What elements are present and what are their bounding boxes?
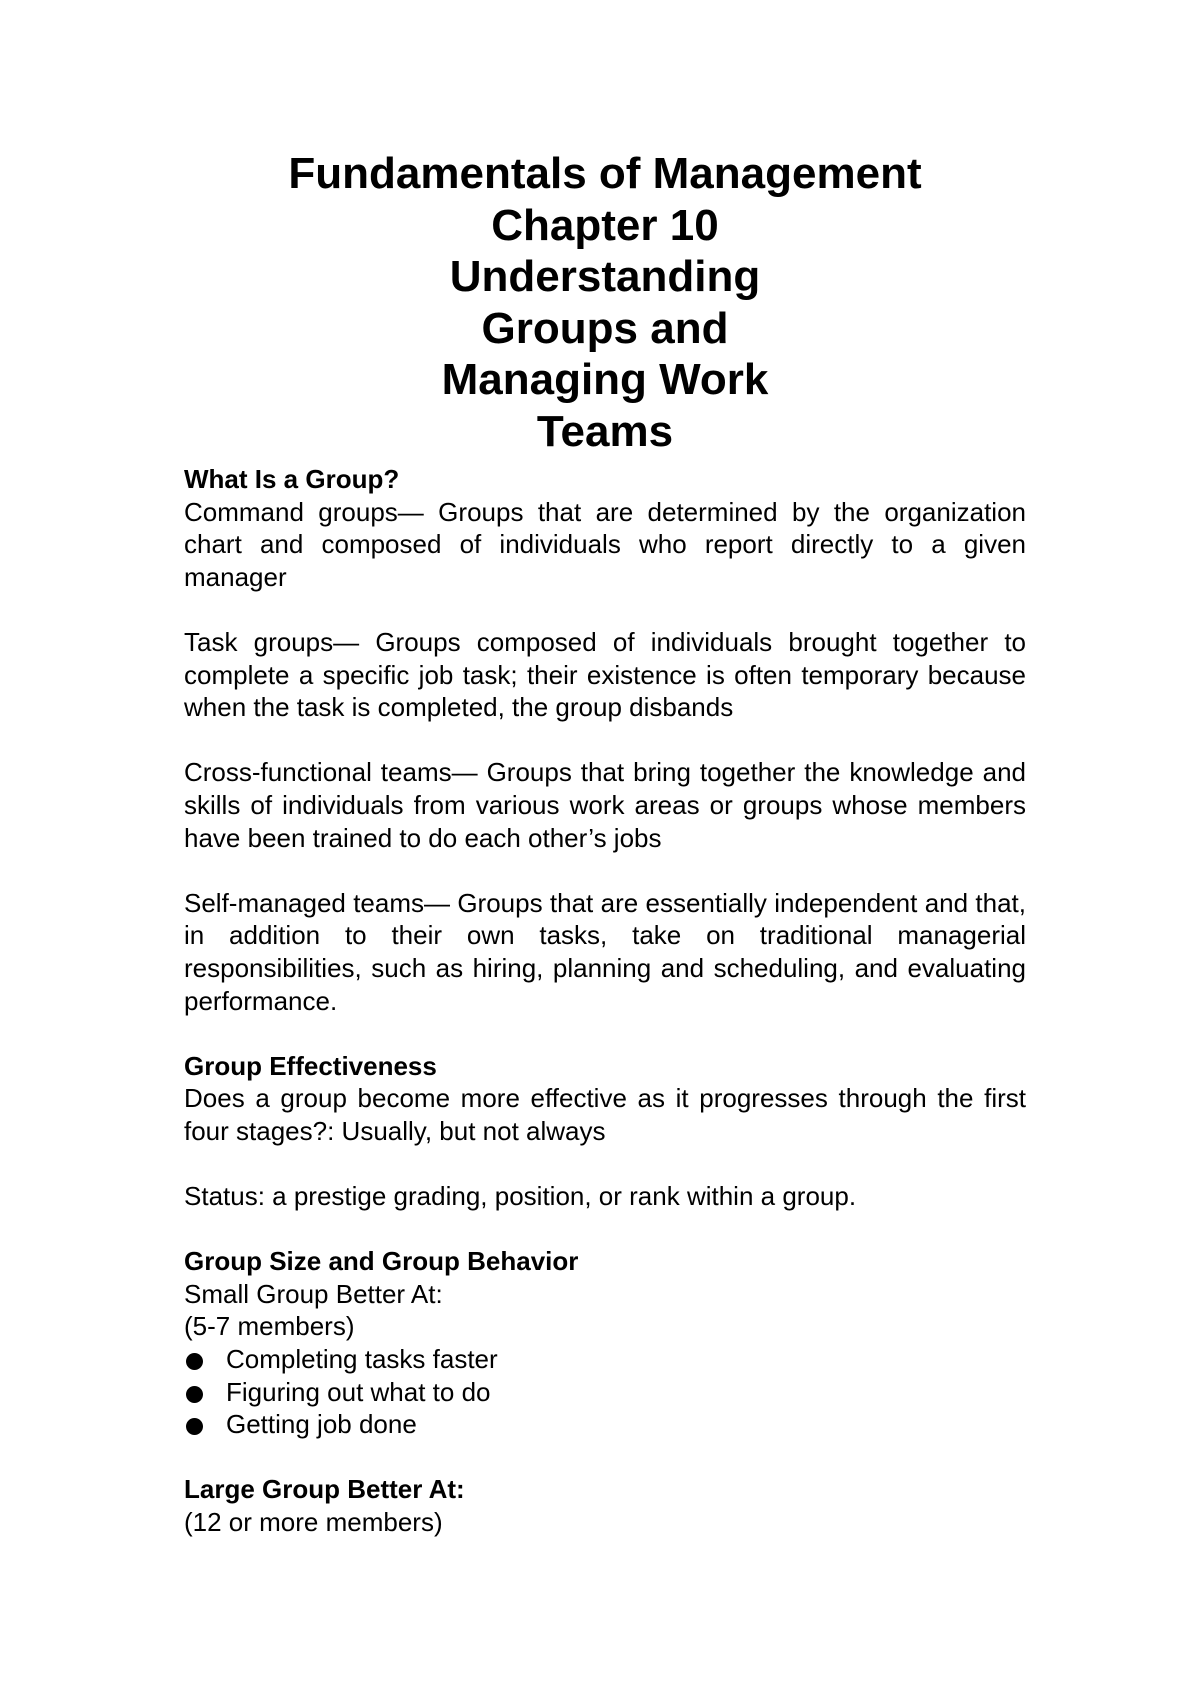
section-group-size	[184, 1245, 1026, 1538]
document-title	[184, 148, 1026, 457]
paragraph-self-managed-teams: Self-managed teams— Groups that are essentially independent and that, in addition to their own tasks, take on traditional managerial responsibilities, such as hiring, planning and scheduling, and evaluating performance.	[184, 887, 1026, 1016]
paragraph-cross-functional-teams: Cross-functional teams— Groups that bring together the knowledge and skills of individuals from various work areas or groups whose members have been trained to do each other’s jobs	[184, 757, 1026, 853]
small-group-label: Small Group Better At:	[184, 1278, 443, 1309]
bullet-icon	[186, 1418, 203, 1435]
title-line: Chapter 10	[491, 200, 719, 250]
small-group-list	[184, 1343, 1026, 1441]
paragraph-spacer	[184, 1441, 1026, 1474]
list-item	[184, 1343, 1026, 1376]
paragraph-effectiveness-stages: Does a group become more effective as it progresses through the first four stages?: Usually, but not always	[184, 1083, 1026, 1146]
section-what-is-a-group	[184, 463, 1026, 1050]
large-group-heading: Large Group Better At:	[184, 1474, 465, 1505]
paragraph-spacer	[184, 854, 1026, 887]
bullet-icon	[186, 1353, 203, 1370]
title-line: Teams	[536, 406, 674, 456]
list-item-text: Getting job done	[226, 1409, 417, 1440]
section-heading: Group Effectiveness	[184, 1050, 437, 1081]
paragraph-spacer	[184, 1017, 1026, 1050]
list-item-text: Figuring out what to do	[226, 1376, 491, 1407]
paragraph-spacer	[184, 1147, 1026, 1180]
paragraph-command-groups: Command groups— Groups that are determined by the organization chart and composed of individuals who report directly to a given manager	[184, 496, 1026, 592]
section-group-effectiveness	[184, 1050, 1026, 1246]
paragraph-task-groups: Task groups— Groups composed of individuals brought together to complete a specific job task; their existence is often temporary because when the task is completed, the group disbands	[184, 626, 1026, 723]
list-item	[184, 1408, 1026, 1441]
title-line: Groups and	[481, 303, 729, 353]
paragraph-spacer	[184, 593, 1026, 626]
list-item	[184, 1376, 1026, 1409]
list-item-text: Completing tasks faster	[226, 1344, 498, 1375]
paragraph-spacer	[184, 724, 1026, 757]
paragraph-spacer	[184, 1213, 1026, 1246]
paragraph-status-definition: Status: a prestige grading, position, or rank within a group.	[184, 1181, 857, 1212]
document-page	[184, 148, 1026, 1539]
bullet-icon	[186, 1386, 203, 1403]
title-line: Understanding	[449, 252, 761, 301]
title-line: Managing Work	[441, 355, 769, 404]
section-heading: Group Size and Group Behavior	[184, 1246, 579, 1277]
small-group-members: (5-7 members)	[184, 1311, 355, 1342]
section-heading: What Is a Group?	[184, 464, 400, 494]
title-line: Fundamentals of Management	[288, 149, 922, 198]
large-group-members: (12 or more members)	[184, 1507, 443, 1537]
